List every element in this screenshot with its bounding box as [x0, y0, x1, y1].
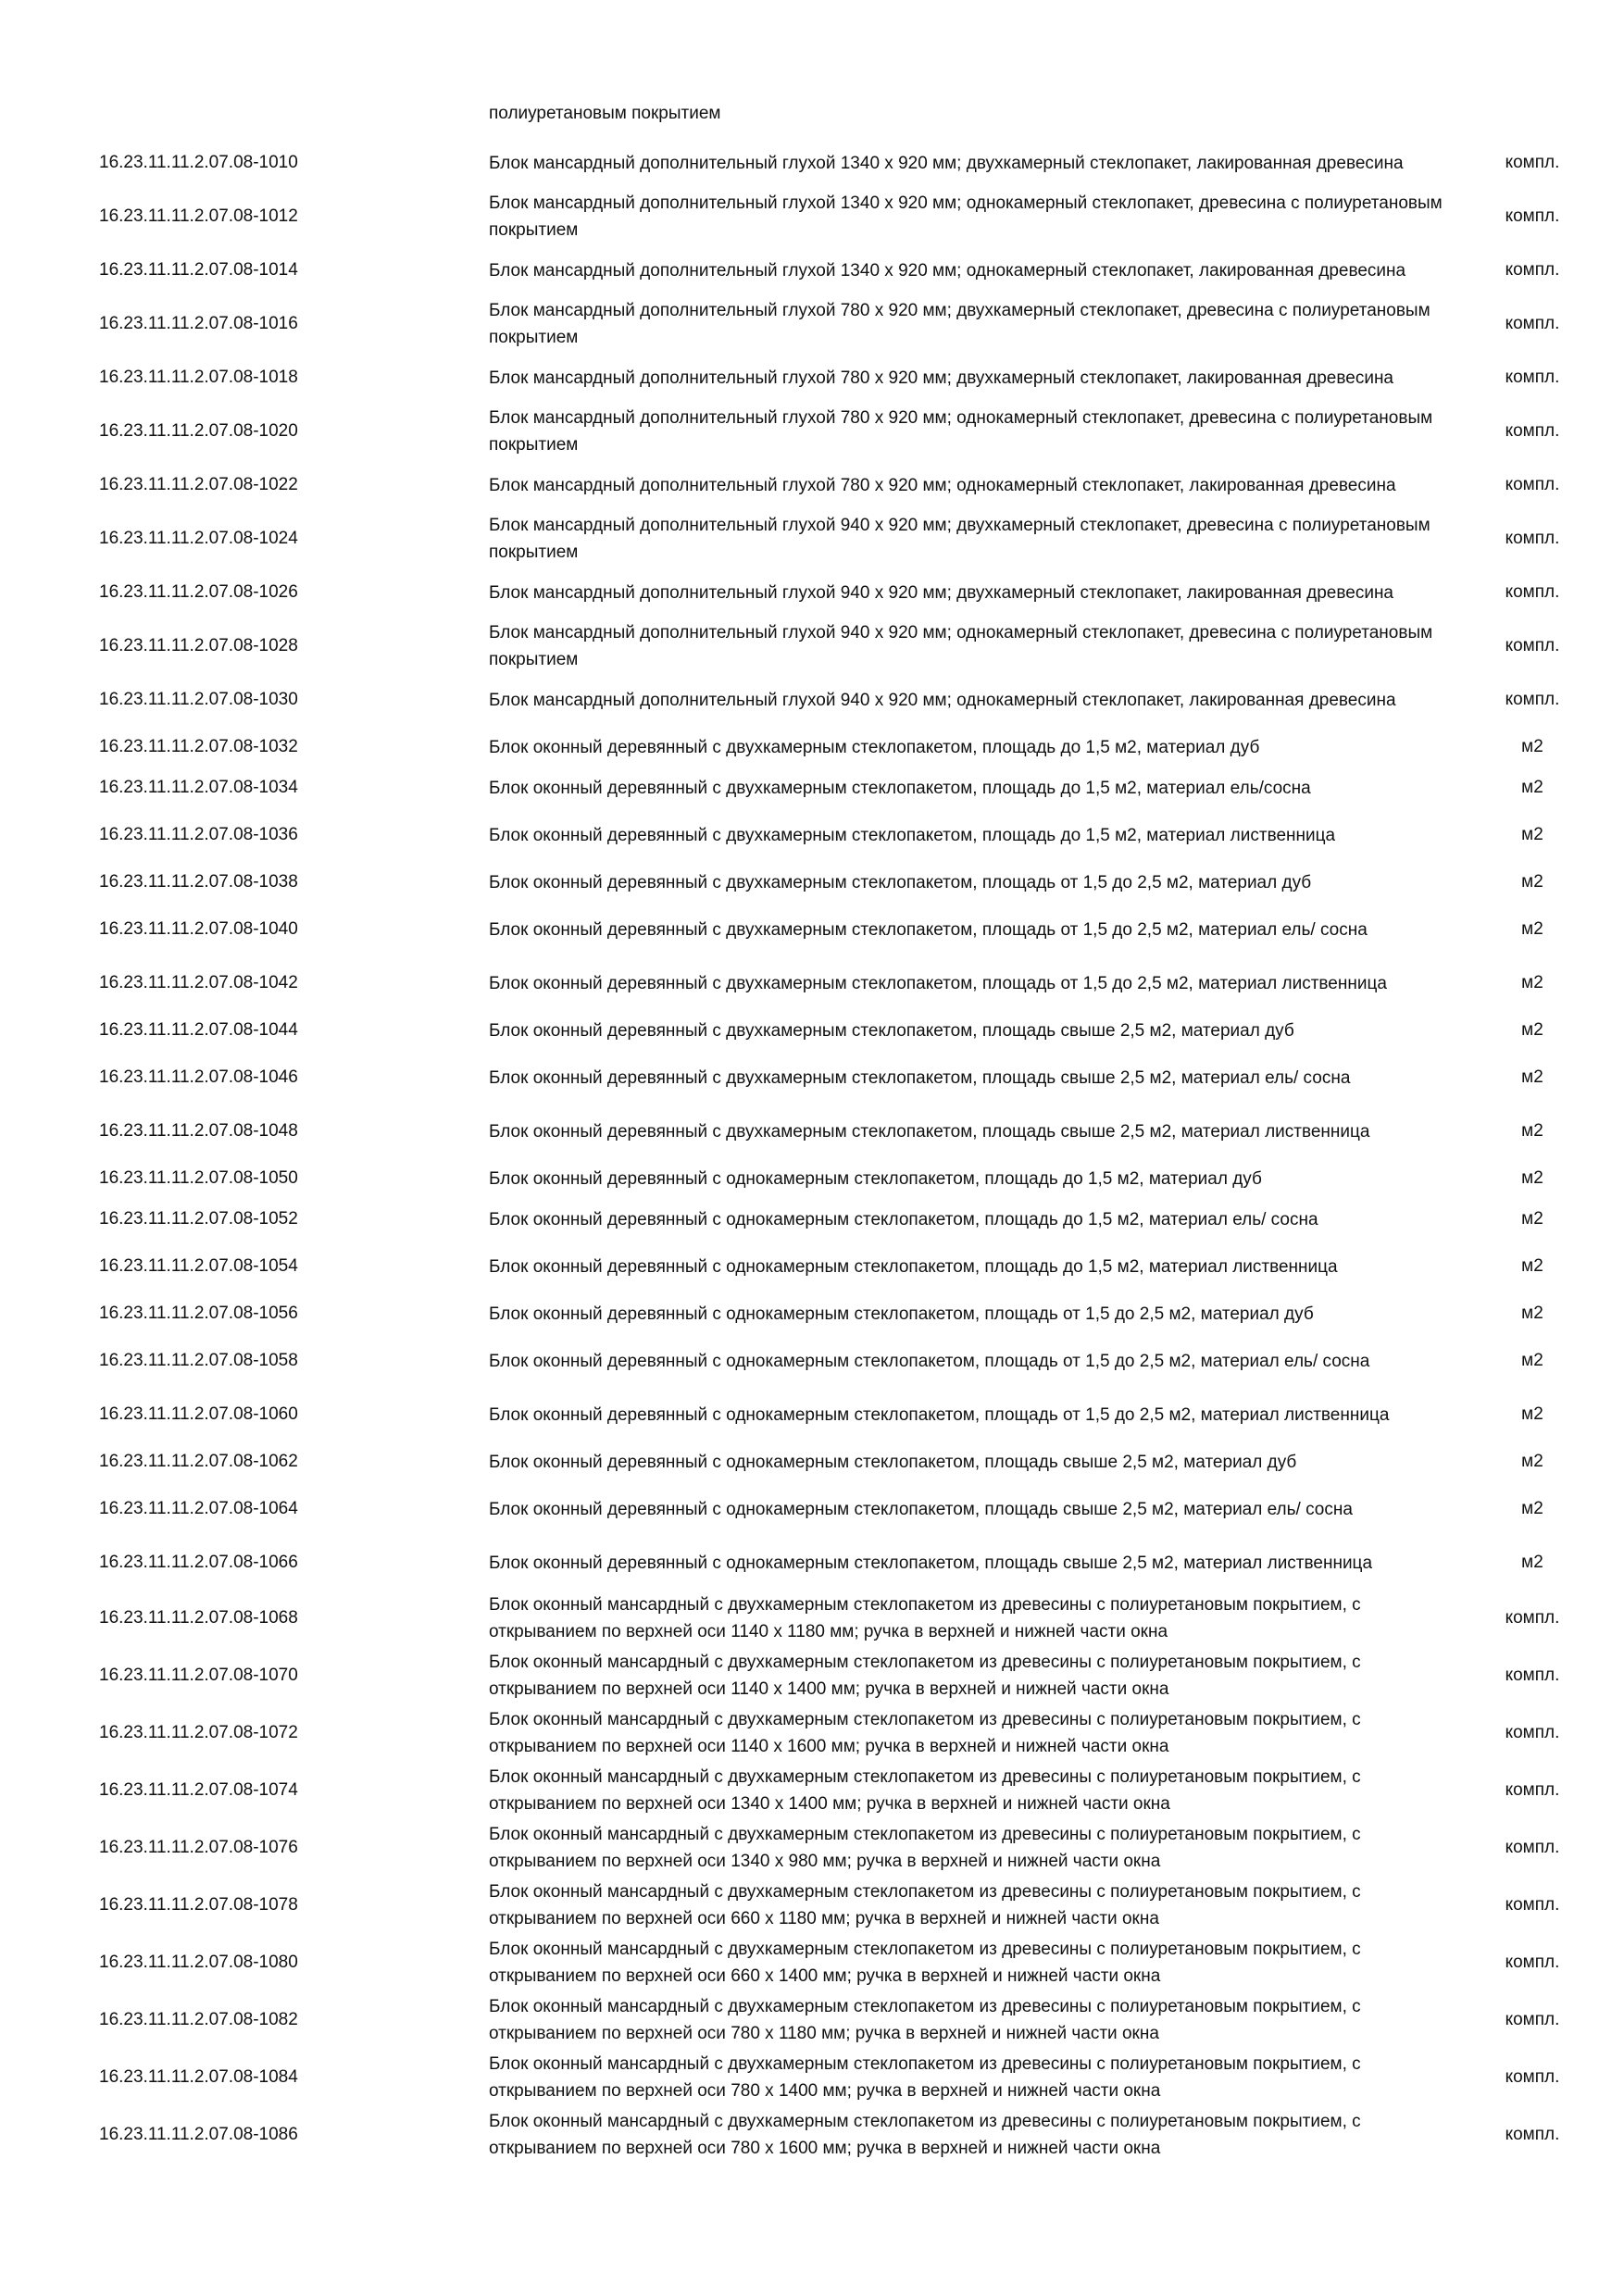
row-code: 16.23.11.11.2.07.08-1010 — [99, 153, 298, 172]
table-row — [0, 405, 1624, 458]
table-row — [0, 1388, 1624, 1441]
row-unit: компл. — [1505, 1608, 1560, 1628]
row-name: Блок мансардный дополнительный глухой 1340 х 920 мм; однокамерный стеклопакет, лакированная древесина — [489, 260, 1406, 281]
row-unit: м2 — [1521, 1553, 1543, 1572]
table-row — [0, 1704, 1624, 1762]
row-unit: м2 — [1521, 1121, 1543, 1141]
row-name: Блок оконный деревянный с однокамерным стеклопакетом, площадь до 1,5 м2, материал лиственница — [489, 1256, 1338, 1277]
table-row — [0, 956, 1624, 1010]
row-code: 16.23.11.11.2.07.08-1048 — [99, 1121, 298, 1141]
row-name: Блок мансардный дополнительный глухой 940 х 920 мм; однокамерный стеклопакет, древесина с полиуретановым покрытием — [489, 623, 1433, 669]
row-name: Блок мансардный дополнительный глухой 940 х 920 мм; однокамерный стеклопакет, лакированная древесина — [489, 690, 1396, 710]
row-unit: м2 — [1521, 1304, 1543, 1323]
row-name: Блок мансардный дополнительный глухой 780 х 920 мм; однокамерный стеклопакет, лакированная древесина — [489, 475, 1396, 495]
row-code: 16.23.11.11.2.07.08-1036 — [99, 825, 298, 844]
table-row — [0, 512, 1624, 566]
table-row — [0, 297, 1624, 351]
row-name: Блок оконный деревянный с однокамерным стеклопакетом, площадь от 1,5 до 2,5 м2, материал лиственница — [489, 1404, 1390, 1425]
table-row — [0, 1536, 1624, 1590]
row-unit: м2 — [1521, 919, 1543, 939]
row-unit: компл. — [1505, 206, 1560, 226]
row-name: Блок оконный мансардный с двухкамерным стеклопакетом из древесины с полиуретановым покрытием, с открыванием по верхней оси 660 х 1180 мм; ручка в верхней и нижней части окна — [489, 1882, 1361, 1928]
row-code: 16.23.11.11.2.07.08-1070 — [99, 1666, 298, 1685]
row-name: Блок оконный деревянный с двухкамерным стеклопакетом, площадь до 1,5 м2, материал ель/сосна — [489, 778, 1311, 798]
row-name: Блок мансардный дополнительный глухой 940 х 920 мм; двухкамерный стеклопакет, лакированная древесина — [489, 582, 1393, 603]
table-row — [0, 190, 1624, 243]
row-code: 16.23.11.11.2.07.08-1024 — [99, 529, 298, 548]
row-name: Блок оконный мансардный с двухкамерным стеклопакетом из древесины с полиуретановым покрытием, с открыванием по верхней оси 1140 х 1180 мм; ручка в верхней и нижней части окна — [489, 1595, 1361, 1641]
row-unit: компл. — [1505, 475, 1560, 494]
row-name: Блок оконный деревянный с двухкамерным стеклопакетом, площадь до 1,5 м2, материал лиственница — [489, 825, 1336, 845]
table-row — [0, 2106, 1624, 2164]
row-code: 16.23.11.11.2.07.08-1034 — [99, 778, 298, 797]
row-unit: м2 — [1521, 737, 1543, 756]
row-unit: м2 — [1521, 1452, 1543, 1471]
row-name: Блок оконный деревянный с однокамерным стеклопакетом, площадь свыше 2,5 м2, материал ель/ сосна — [489, 1499, 1353, 1519]
row-unit: м2 — [1521, 872, 1543, 892]
row-name: Блок оконный деревянный с однокамерным стеклопакетом, площадь до 1,5 м2, материал дуб — [489, 1168, 1262, 1189]
row-unit: м2 — [1521, 1209, 1543, 1229]
row-name: Блок мансардный дополнительный глухой 780 х 920 мм; двухкамерный стеклопакет, древесина с полиуретановым покрытием — [489, 301, 1430, 347]
table-row — [0, 1293, 1624, 1334]
table-row — [0, 458, 1624, 512]
row-code: 16.23.11.11.2.07.08-1076 — [99, 1838, 298, 1857]
table-row — [0, 1762, 1624, 1819]
row-unit: компл. — [1505, 1953, 1560, 1972]
row-unit: компл. — [1505, 260, 1560, 280]
row-unit: м2 — [1521, 825, 1543, 844]
row-code: 16.23.11.11.2.07.08-1020 — [99, 421, 298, 441]
row-code: 16.23.11.11.2.07.08-1050 — [99, 1168, 298, 1188]
row-unit: м2 — [1521, 1351, 1543, 1370]
row-code: 16.23.11.11.2.07.08-1038 — [99, 872, 298, 892]
table-row — [0, 351, 1624, 405]
table-row — [0, 566, 1624, 619]
row-code: 16.23.11.11.2.07.08-1060 — [99, 1404, 298, 1424]
table-row — [0, 243, 1624, 297]
row-code: 16.23.11.11.2.07.08-1082 — [99, 2010, 298, 2029]
row-code: 16.23.11.11.2.07.08-1032 — [99, 737, 298, 756]
row-unit: компл. — [1505, 421, 1560, 441]
row-name: Блок оконный деревянный с двухкамерным стеклопакетом, площадь свыше 2,5 м2, материал ель/ сосна — [489, 1067, 1351, 1088]
row-name: Блок оконный мансардный с двухкамерным стеклопакетом из древесины с полиуретановым покрытием, с открыванием по верхней оси 660 х 1400 мм; ручка в верхней и нижней части окна — [489, 1940, 1361, 1986]
row-code: 16.23.11.11.2.07.08-1064 — [99, 1499, 298, 1518]
table-row — [0, 1482, 1624, 1536]
row-name: Блок оконный мансардный с двухкамерным стеклопакетом из древесины с полиуретановым покрытием, с открыванием по верхней оси 1340 х 980 мм; ручка в верхней и нижней части окна — [489, 1825, 1361, 1871]
row-name: Блок оконный деревянный с однокамерным стеклопакетом, площадь от 1,5 до 2,5 м2, материал ель/ сосна — [489, 1351, 1370, 1371]
row-name: Блок оконный мансардный с двухкамерным стеклопакетом из древесины с полиуретановым покрытием, с открыванием по верхней оси 780 х 1180 мм; ручка в верхней и нижней части окна — [489, 1997, 1361, 2043]
row-unit: м2 — [1521, 778, 1543, 797]
table-row — [0, 808, 1624, 862]
row-unit: компл. — [1505, 1723, 1560, 1742]
row-unit: м2 — [1521, 1499, 1543, 1518]
table-row — [0, 1158, 1624, 1199]
row-unit: компл. — [1505, 529, 1560, 548]
row-code: 16.23.11.11.2.07.08-1016 — [99, 314, 298, 333]
table-row — [0, 903, 1624, 956]
row-code: 16.23.11.11.2.07.08-1014 — [99, 260, 298, 280]
row-unit: компл. — [1505, 2125, 1560, 2144]
row-code: 16.23.11.11.2.07.08-1018 — [99, 368, 298, 387]
row-unit: компл. — [1505, 368, 1560, 387]
row-unit: компл. — [1505, 582, 1560, 602]
row-code: 16.23.11.11.2.07.08-1080 — [99, 1953, 298, 1972]
row-code: 16.23.11.11.2.07.08-1022 — [99, 475, 298, 494]
row-unit: компл. — [1505, 636, 1560, 655]
row-name: Блок мансардный дополнительный глухой 940 х 920 мм; двухкамерный стеклопакет, древесина с полиуретановым покрытием — [489, 516, 1430, 562]
row-name: Блок оконный деревянный с двухкамерным стеклопакетом, площадь до 1,5 м2, материал дуб — [489, 737, 1260, 757]
row-name: Блок мансардный дополнительный глухой 1340 х 920 мм; двухкамерный стеклопакет, лакированная древесина — [489, 153, 1404, 173]
row-name: Блок оконный деревянный с однокамерным стеклопакетом, площадь свыше 2,5 м2, материал дуб — [489, 1452, 1297, 1472]
table-row — [0, 1877, 1624, 1934]
row-code: 16.23.11.11.2.07.08-1072 — [99, 1723, 298, 1742]
row-name: Блок мансардный дополнительный глухой 780 х 920 мм; двухкамерный стеклопакет, лакированная древесина — [489, 368, 1393, 388]
table-row — [0, 1647, 1624, 1704]
row-unit: компл. — [1505, 2010, 1560, 2029]
row-code: 16.23.11.11.2.07.08-1026 — [99, 582, 298, 602]
row-unit: м2 — [1521, 1067, 1543, 1087]
row-code: 16.23.11.11.2.07.08-1028 — [99, 636, 298, 655]
row-name: Блок оконный деревянный с двухкамерным стеклопакетом, площадь свыше 2,5 м2, материал лиственница — [489, 1121, 1370, 1142]
table-row — [0, 1334, 1624, 1388]
row-code: 16.23.11.11.2.07.08-1078 — [99, 1895, 298, 1915]
row-name: Блок оконный деревянный с двухкамерным стеклопакетом, площадь от 1,5 до 2,5 м2, материал лиственница — [489, 973, 1387, 993]
row-code: 16.23.11.11.2.07.08-1084 — [99, 2067, 298, 2087]
row-unit: компл. — [1505, 2067, 1560, 2087]
row-name: Блок оконный мансардный с двухкамерным стеклопакетом из древесины с полиуретановым покрытием, с открыванием по верхней оси 780 х 1400 мм; ручка в верхней и нижней части окна — [489, 2054, 1361, 2101]
table-row — [0, 1934, 1624, 1991]
row-code: 16.23.11.11.2.07.08-1030 — [99, 690, 298, 709]
table-row — [0, 1240, 1624, 1293]
price-table — [0, 136, 1624, 2164]
row-code: 16.23.11.11.2.07.08-1046 — [99, 1067, 298, 1087]
row-name: Блок оконный мансардный с двухкамерным стеклопакетом из древесины с полиуретановым покрытием, с открыванием по верхней оси 780 х 1600 мм; ручка в верхней и нижней части окна — [489, 2112, 1361, 2158]
row-code: 16.23.11.11.2.07.08-1068 — [99, 1608, 298, 1628]
table-row — [0, 673, 1624, 727]
row-unit: компл. — [1505, 690, 1560, 709]
table-row — [0, 862, 1624, 903]
row-unit: компл. — [1505, 1666, 1560, 1685]
table-row — [0, 1051, 1624, 1104]
table-row — [0, 1441, 1624, 1482]
row-code: 16.23.11.11.2.07.08-1012 — [99, 206, 298, 226]
row-unit: компл. — [1505, 153, 1560, 172]
row-code: 16.23.11.11.2.07.08-1058 — [99, 1351, 298, 1370]
row-unit: м2 — [1521, 1256, 1543, 1276]
row-name: Блок оконный деревянный с однокамерным стеклопакетом, площадь до 1,5 м2, материал ель/ сосна — [489, 1209, 1318, 1229]
row-code: 16.23.11.11.2.07.08-1074 — [99, 1780, 298, 1800]
row-name: Блок мансардный дополнительный глухой 780 х 920 мм; однокамерный стеклопакет, древесина с полиуретановым покрытием — [489, 408, 1433, 455]
row-code: 16.23.11.11.2.07.08-1052 — [99, 1209, 298, 1229]
row-name: Блок оконный деревянный с двухкамерным стеклопакетом, площадь от 1,5 до 2,5 м2, материал дуб — [489, 872, 1312, 892]
row-name: Блок оконный деревянный с двухкамерным стеклопакетом, площадь свыше 2,5 м2, материал дуб — [489, 1020, 1294, 1041]
row-unit: компл. — [1505, 1895, 1560, 1915]
row-unit: компл. — [1505, 1780, 1560, 1800]
row-name: Блок оконный мансардный с двухкамерным стеклопакетом из древесины с полиуретановым покрытием, с открыванием по верхней оси 1140 х 1600 мм; ручка в верхней и нижней части окна — [489, 1710, 1361, 1756]
continued-text: полиуретановым покрытием — [489, 104, 721, 123]
table-row — [0, 136, 1624, 190]
row-name: Блок оконный мансардный с двухкамерным стеклопакетом из древесины с полиуретановым покрытием, с открыванием по верхней оси 1140 х 1400 мм; ручка в верхней и нижней части окна — [489, 1653, 1361, 1699]
table-row — [0, 1104, 1624, 1158]
table-row — [0, 727, 1624, 767]
table-row — [0, 2049, 1624, 2106]
row-name: Блок оконный деревянный с однокамерным стеклопакетом, площадь от 1,5 до 2,5 м2, материал дуб — [489, 1304, 1314, 1324]
row-name: Блок оконный деревянный с двухкамерным стеклопакетом, площадь от 1,5 до 2,5 м2, материал ель/ сосна — [489, 919, 1368, 940]
row-code: 16.23.11.11.2.07.08-1044 — [99, 1020, 298, 1040]
table-row — [0, 1590, 1624, 1647]
row-unit: компл. — [1505, 1838, 1560, 1857]
row-unit: компл. — [1505, 314, 1560, 333]
row-name: Блок мансардный дополнительный глухой 1340 х 920 мм; однокамерный стеклопакет, древесина с полиуретановым покрытием — [489, 193, 1443, 240]
row-code: 16.23.11.11.2.07.08-1040 — [99, 919, 298, 939]
table-row — [0, 767, 1624, 808]
table-row — [0, 1010, 1624, 1051]
row-unit: м2 — [1521, 1404, 1543, 1424]
row-code: 16.23.11.11.2.07.08-1062 — [99, 1452, 298, 1471]
row-unit: м2 — [1521, 1168, 1543, 1188]
row-code: 16.23.11.11.2.07.08-1086 — [99, 2125, 298, 2144]
table-row — [0, 1819, 1624, 1877]
table-row — [0, 1991, 1624, 2049]
row-code: 16.23.11.11.2.07.08-1054 — [99, 1256, 298, 1276]
row-name: Блок оконный мансардный с двухкамерным стеклопакетом из древесины с полиуретановым покрытием, с открыванием по верхней оси 1340 х 1400 мм; ручка в верхней и нижней части окна — [489, 1767, 1361, 1814]
row-code: 16.23.11.11.2.07.08-1066 — [99, 1553, 298, 1572]
table-row — [0, 619, 1624, 673]
row-code: 16.23.11.11.2.07.08-1042 — [99, 973, 298, 992]
row-unit: м2 — [1521, 973, 1543, 992]
table-row — [0, 1199, 1624, 1240]
row-unit: м2 — [1521, 1020, 1543, 1040]
row-code: 16.23.11.11.2.07.08-1056 — [99, 1304, 298, 1323]
row-name: Блок оконный деревянный с однокамерным стеклопакетом, площадь свыше 2,5 м2, материал лиственница — [489, 1553, 1373, 1573]
